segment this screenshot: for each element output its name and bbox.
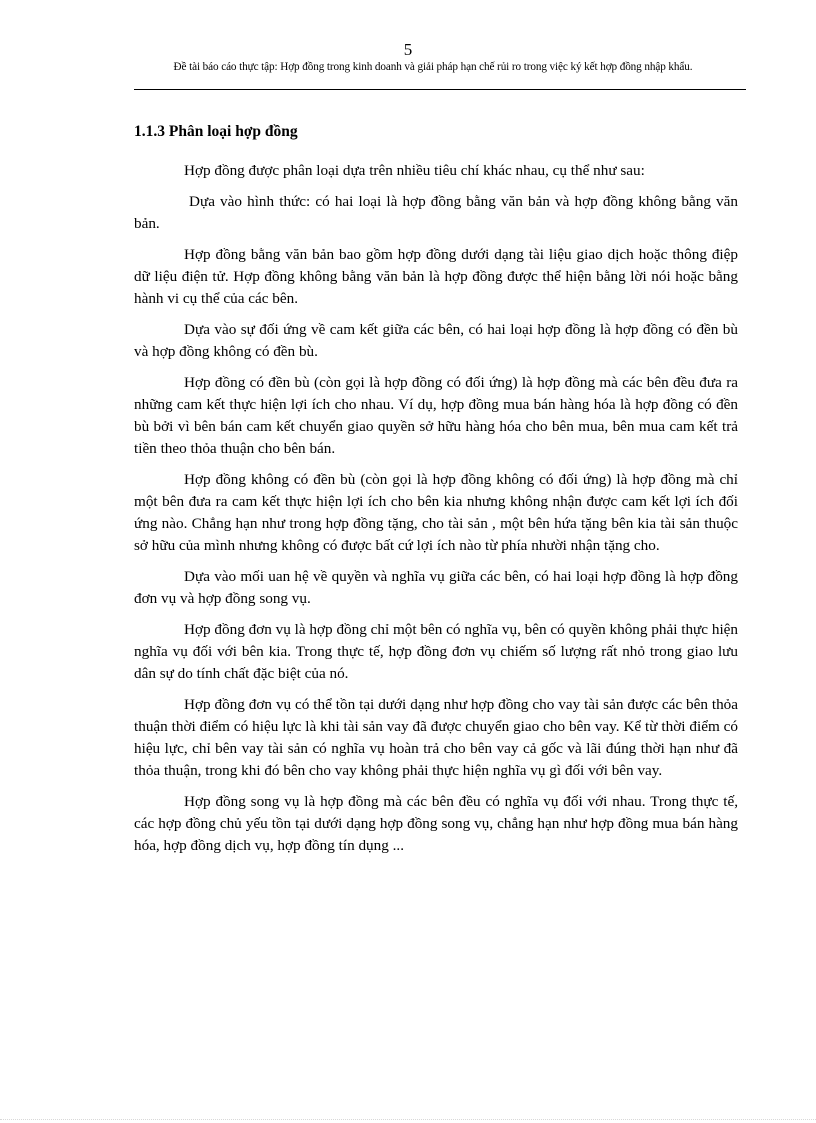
paragraph: Hợp đồng không có đền bù (còn gọi là hợp đồng không có đối ứng) là hợp đồng mà chỉ một bên đưa ra cam kết thực hiện lợi ích cho bên kia nhưng không nhận được cam kết lợi ích đối ứng nào. Chẳng hạn như trong hợp đồng tặng, cho tài sản , một bên hứa tặng bên kia tài sản thuộc sở hữu của mình nhưng không có được bất cứ lợi ích nào từ phía nhười nhận tặng cho. — [134, 471, 738, 554]
paragraph: Hợp đồng đơn vụ có thể tồn tại dưới dạng như hợp đồng cho vay tài sản được các bên thỏa thuận thời điểm có hiệu lực là khi tài sản vay đã được chuyển giao cho bên vay. Kể từ thời điểm có hiệu lực, chỉ bên vay tài sản có nghĩa vụ hoàn trả cho bên vay cả gốc và lãi đúng thời hạn như đã thỏa thuận, trong khi đó bên cho vay không phải thực hiện nghĩa vụ gì đối với bên vay. — [134, 696, 738, 779]
paragraph: Hợp đồng được phân loại dựa trên nhiều tiêu chí khác nhau, cụ thể như sau: — [184, 162, 645, 179]
paragraph: Dựa vào sự đối ứng về cam kết giữa các bên, có hai loại hợp đồng là hợp đồng có đền bù và hợp đồng không có đền bù. — [134, 321, 738, 360]
page-bottom-border — [0, 1119, 816, 1120]
section-heading: 1.1.3 Phân loại hợp đồng — [134, 123, 298, 140]
page-number: 5 — [403, 40, 413, 59]
paragraph: Dựa vào hình thức: có hai loại là hợp đồng bằng văn bản và hợp đồng không bằng văn bản. — [134, 193, 738, 232]
paragraph: Hợp đồng bằng văn bản bao gồm hợp đồng dưới dạng tài liệu giao dịch hoặc thông điệp dữ liệu điện tử. Hợp đồng không bằng văn bản là hợp đồng được thể hiện bằng lời nói hoặc bằng hành vi cụ thể của các bên. — [134, 246, 738, 307]
paragraph: Hợp đồng song vụ là hợp đồng mà các bên đều có nghĩa vụ đối với nhau. Trong thực tế, các hợp đồng chủ yếu tồn tại dưới dạng hợp đồng song vụ, chẳng hạn như hợp đồng mua bán hàng hóa, hợp đồng dịch vụ, hợp đồng tín dụng ... — [134, 793, 738, 854]
paragraph: Hợp đồng có đền bù (còn gọi là hợp đồng có đối ứng) là hợp đồng mà các bên đều đưa ra những cam kết thực hiện lợi ích cho nhau. Ví dụ, hợp đồng mua bán hàng hóa là hợp đồng có đền bù bởi vì bên bán cam kết chuyển giao quyền sở hữu hàng hóa cho bên mua, bên mua cam kết trả tiền theo thỏa thuận cho bên bán. — [134, 374, 738, 457]
document-body — [134, 122, 738, 866]
paragraph: Hợp đồng đơn vụ là hợp đồng chỉ một bên có nghĩa vụ, bên có quyền không phải thực hiện nghĩa vụ đối với bên kia. Trong thực tế, hợp đồng đơn vụ chiếm số lượng rất nhỏ trong giao lưu dân sự do tính chất đặc biệt của nó. — [134, 621, 738, 682]
running-header: Đề tài báo cáo thực tập: Hợp đồng trong kinh doanh và giải pháp hạn chế rủi ro trong việc ký kết hợp đồng nhập khẩu. — [173, 61, 693, 73]
paragraph: Dựa vào mối uan hệ về quyền và nghĩa vụ giữa các bên, có hai loại hợp đồng là hợp đồng đơn vụ và hợp đồng song vụ. — [134, 568, 738, 607]
header-divider — [134, 89, 746, 90]
